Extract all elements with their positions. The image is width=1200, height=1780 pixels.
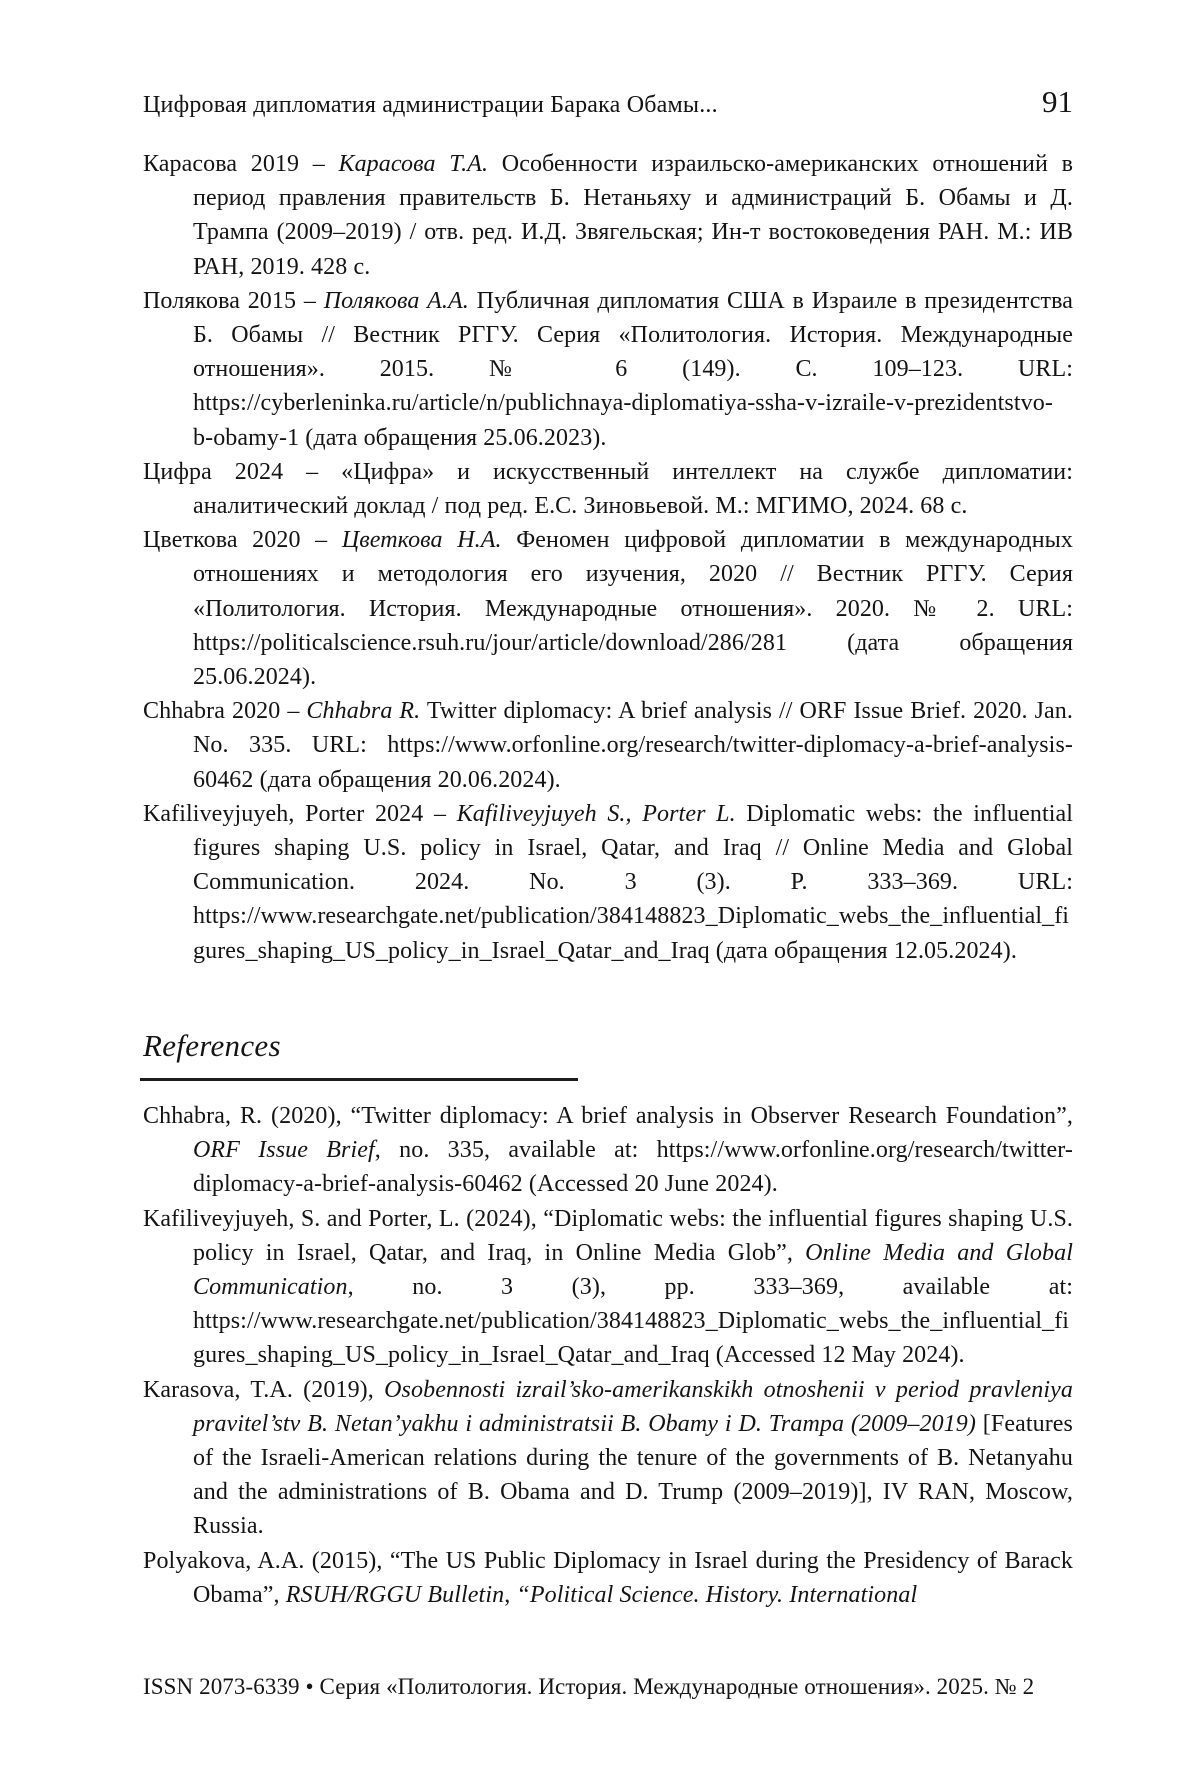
entry-italic-segment: Карасова Т.А. [338,151,489,177]
entry-text-segment: Публичная дипломатия США в Израиле в президентства Б. Обамы // Вестник РГГУ. Серия «Политология. История. Международные отношения». 2015. № 6 (149). С. 109–123. URL: https://cyberleninka.ru/article/n/publichnaya-diplomatiya-ssha-v-izraile-v-prezidentstvo-b-obamy-1 (дата обращения 25.06.2023). [193,287,1074,451]
bibliography-entry [143,797,1073,968]
bibliography-entry [143,1099,1073,1202]
entry-text-segment: , [504,1581,517,1608]
entry-text-segment: Polyakova, A.A. (2015), “The US Public Diplomacy in Israel during the Presidency of Barack Obama”, [143,1547,1073,1608]
entry-text-segment: Chhabra 2020 – [143,698,307,725]
entry-text-segment: [Features of the Israeli-American relations during the tenure of the governments of B. Netanyahu and the administrations of B. Obama and D. Trump (2009–2019)], IV RAN, Moscow, Russia. [193,1410,1073,1540]
bibliography-entry [143,1544,1073,1612]
entry-text-segment: , no. 3 (3), pp. 333–369, available at: https://www.researchgate.net/publication/384148823_Diplomatic_webs_the_influential_figures_shaping_US_policy_in_Israel_Qatar_and_Iraq (Accessed 12 May 2024). [193,1274,1073,1369]
bibliography-entry [143,523,1073,694]
bibliography-entry [143,694,1073,797]
bibliography-entry [143,284,1073,455]
page-header [143,84,1073,120]
page-footer [143,1674,1078,1700]
entry-italic-segment: RSUH/RGGU Bulletin [285,1581,505,1608]
entry-text-segment: Chhabra, R. (2020), “Twitter diplomacy: A brief analysis in Observer Research Foundation”, [143,1103,1073,1129]
bibliography-entry [143,1373,1073,1544]
entry-italic-segment: ORF Issue Brief [193,1137,375,1164]
entry-text-segment: Цифра 2024 – «Цифра» и искусственный интеллект на службе дипломатии: аналитический доклад / под ред. Е.С. Зиновьевой. М.: МГИМО, 2024. 68 с. [143,458,1073,520]
references-english-section [143,1099,1073,1612]
page-number: 91 [1042,84,1073,119]
entry-italic-segment: Цветкова Н.А. [341,527,502,554]
entry-text-segment: Полякова 2015 – [143,287,324,314]
entry-text-segment: Карасова 2019 – [143,151,339,177]
references-heading: References [143,1028,281,1063]
entry-text-segment: Kafiliveyjuyeh, S. and Porter, L. (2024), “Diplomatic webs: the influential figures shaping U.S. policy in Israel, Qatar, and Iraq, in Online Media Glob”, [143,1205,1073,1266]
entry-italic-segment: “Political Science. History. International [516,1581,918,1608]
entry-italic-segment: Полякова А.А. [323,287,469,314]
entry-italic-segment: Osobennosti izrail’sko-amerikanskikh otnoshenii v period pravleniya pravitel’stv B. Netan’yakhu i administratsii B. Obamy i D. Trampa (2009–2019) [193,1376,1074,1437]
entry-text-segment: Diplomatic webs: the influential figures shaping U.S. policy in Israel, Qatar, and Iraq // Online Media and Global Communication. 2024. No. 3 (3). P. 333–369. URL: https://www.researchgate.net/publication/384148823_Diplomatic_webs_the_influential_figures_shaping_US_policy_in_Israel_Qatar_and_Iraq (дата обращения 12.05.2024). [193,800,1073,964]
bibliography-entry [143,1202,1073,1373]
entry-text-segment: Цветкова 2020 – [143,527,342,554]
footer-issn-line: ISSN 2073-6339 • Серия «Политология. История. Международные отношения». 2025. № 2 [143,1674,1035,1699]
entry-text-segment: Kafiliveyjuyeh, Porter 2024 – [143,800,457,827]
entry-text-segment: Karasova, T.A. (2019), [143,1376,385,1403]
bibliography-russian-section [143,147,1073,968]
entry-text-segment: Особенности израильско-американских отношений в период правления правительств Б. Нетаньяху и администраций Б. Обамы и Д. Трампа (2009–2019) / отв. ред. И.Д. Звягельская; Ин-т востоковедения РАН. М.: ИВ РАН, 2019. 428 с. [193,151,1073,280]
references-underline-rule [140,1078,578,1081]
bibliography-entry [143,147,1073,284]
bibliography-entry [143,455,1073,523]
entry-italic-segment: Chhabra R. [306,698,421,725]
entry-italic-segment: Online Media and Global Communication [193,1239,1073,1301]
entry-italic-segment: Kafiliveyjuyeh S., Porter L. [456,800,736,827]
entry-text-segment: , no. 335, available at: https://www.orfonline.org/research/twitter-diplomacy-a-brief-analysis-60462 (Accessed 20 June 2024). [193,1137,1073,1198]
entry-text-segment: Twitter diplomacy: A brief analysis // ORF Issue Brief. 2020. Jan. No. 335. URL: https://www.orfonline.org/research/twitter-diplomacy-a-brief-analysis-60462 (дата обращения 20.06.2024). [193,698,1073,793]
entry-text-segment: Феномен цифровой дипломатии в международных отношениях и методология его изучения, 2020 // Вестник РГГУ. Серия «Политология. История. Международные отношения». 2020. № 2. URL: https://politicalscience.rsuh.ru/jour/article/download/286/281 (дата обращения 25.06.2024). [193,527,1074,691]
running-title: Цифровая дипломатия администрации Барака Обамы... [143,92,718,118]
